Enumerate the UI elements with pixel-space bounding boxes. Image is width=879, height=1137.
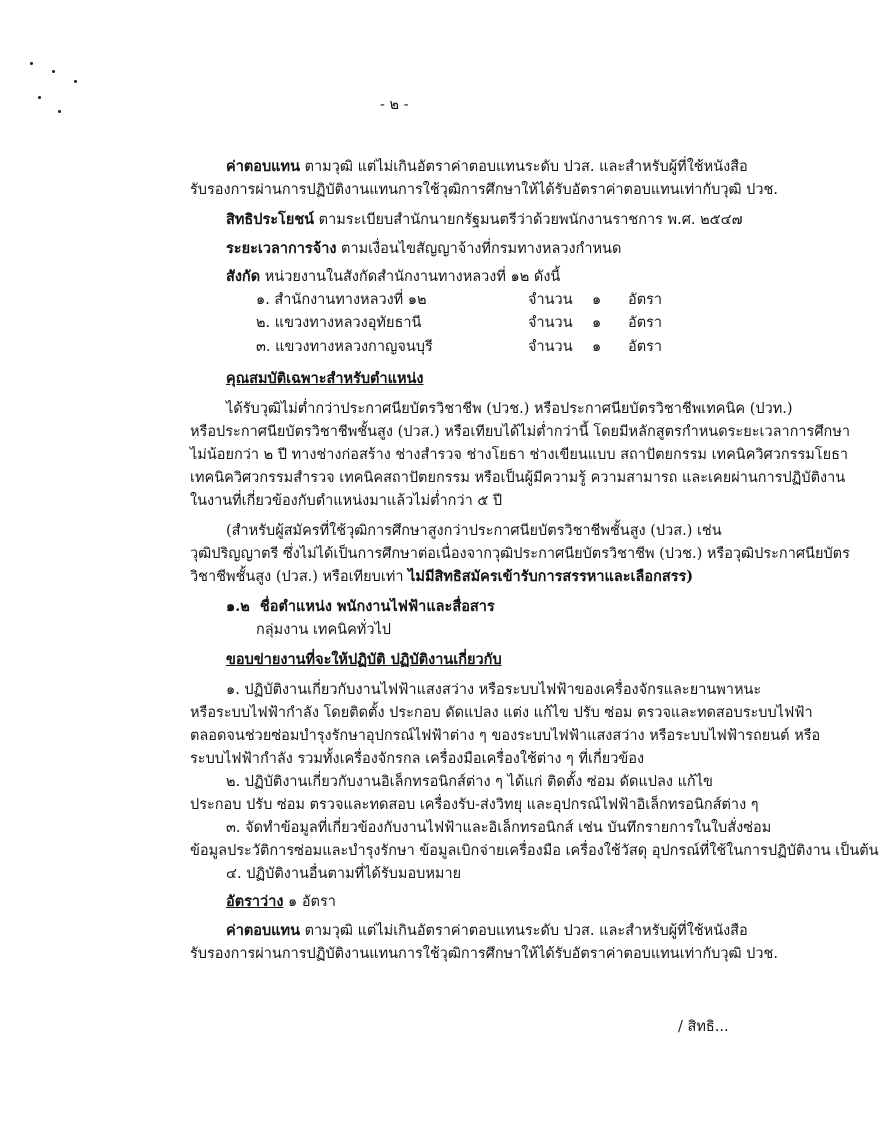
qty-unit: อัตรา bbox=[628, 315, 663, 331]
unit-name: ๓. แขวงทางหลวงกาญจนบุรี bbox=[256, 339, 433, 355]
qty-label: จำนวน bbox=[528, 315, 573, 331]
position-number: ๑.๒ bbox=[226, 598, 250, 615]
affiliation-line bbox=[226, 268, 560, 286]
qty-label: จำนวน bbox=[528, 292, 573, 308]
scan-speck bbox=[38, 96, 41, 99]
qty-number: ๑ bbox=[592, 339, 602, 355]
vacancy-lead: อัตราว่าง bbox=[226, 893, 284, 910]
compensation-lead: ค่าตอบแทน bbox=[226, 922, 300, 939]
affiliation-text: หน่วยงานในสังกัดสำนักงานทางหลวงที่ ๑๒ ดังนี้ bbox=[260, 269, 561, 285]
duty-line: ๑. ปฏิบัติงานเกี่ยวกับงานไฟฟ้าแสงสว่าง หรือระบบไฟฟ้าของเครื่องจักรและยานพาหนะ bbox=[226, 682, 762, 698]
continuation-marker: / สิทธิ... bbox=[678, 1019, 729, 1035]
unit-name: ๑. สำนักงานทางหลวงที่ ๑๒ bbox=[256, 292, 427, 308]
vacancy-line bbox=[226, 893, 336, 911]
qty-number: ๑ bbox=[592, 292, 602, 308]
duty-line: ๔. ปฏิบัติงานอื่นตามที่ได้รับมอบหมาย bbox=[226, 866, 462, 882]
qualification-note-line: วุฒิปริญญาตรี ซึ่งไม่ได้เป็นการศึกษาต่อเนื่องจากวุฒิประกาศนียบัตรวิชาชีพ (ปวช.) หรือวุฒิประกาศนียบัตร bbox=[190, 546, 850, 562]
period-line bbox=[226, 240, 621, 258]
compensation-line-1 bbox=[226, 922, 748, 940]
qualification-line: ในงานที่เกี่ยวข้องกับตำแหน่งมาแล้วไม่ต่ำกว่า ๕ ปี bbox=[190, 493, 503, 509]
unit-name: ๒. แขวงทางหลวงอุทัยธานี bbox=[256, 315, 422, 331]
scan-speck bbox=[58, 110, 61, 113]
duties-heading: ขอบข่ายงานที่จะให้ปฏิบัติ ปฏิบัติงานเกี่ยวกับ bbox=[226, 651, 502, 668]
qty-unit: อัตรา bbox=[628, 339, 663, 355]
note-text: วิชาชีพชั้นสูง (ปวส.) หรือเทียบเท่า bbox=[190, 569, 409, 585]
duty-line: ๒. ปฏิบัติงานเกี่ยวกับงานอิเล็กทรอนิกส์ต่าง ๆ ได้แก่ ติดตั้ง ซ่อม ดัดแปลง แก้ไข bbox=[226, 774, 713, 790]
qty-number: ๑ bbox=[592, 315, 602, 331]
job-group: กลุ่มงาน เทคนิคทั่วไป bbox=[256, 622, 391, 638]
qualification-line: ได้รับวุฒิไม่ต่ำกว่าประกาศนียบัตรวิชาชีพ (ปวช.) หรือประกาศนียบัตรวิชาชีพเทคนิค (ปวท.) bbox=[226, 401, 793, 417]
period-text: ตามเงื่อนไขสัญญาจ้างที่กรมทางหลวงกำหนด bbox=[336, 241, 622, 257]
qualification-note-line bbox=[190, 568, 693, 586]
compensation-line-2: รับรองการผ่านการปฏิบัติงานแทนการใช้วุฒิการศึกษาให้ได้รับอัตราค่าตอบแทนเท่ากับวุฒิ ปวช. bbox=[190, 946, 778, 962]
qty-label: จำนวน bbox=[528, 339, 573, 355]
qualification-line: ไม่น้อยกว่า ๒ ปี ทางช่างก่อสร้าง ช่างสำรวจ ช่างโยธา ช่างเขียนแบบ สถาปัตยกรรม เทคนิควิศวกรรมโยธา bbox=[190, 447, 849, 463]
compensation-line-1 bbox=[226, 158, 748, 176]
duty-line: ๓. จัดทำข้อมูลที่เกี่ยวข้องกับงานไฟฟ้าและอิเล็กทรอนิกส์ เช่น บันทึกรายการในใบสั่งซ่อม bbox=[226, 820, 772, 836]
page-number: - ๒ - bbox=[380, 97, 409, 113]
qualifications-heading: คุณสมบัติเฉพาะสำหรับตำแหน่ง bbox=[226, 370, 424, 387]
list-item bbox=[256, 291, 696, 309]
benefits-line bbox=[226, 211, 743, 229]
compensation-text: ตามวุฒิ แต่ไม่เกินอัตราค่าตอบแทนระดับ ปวส. และสำหรับผู้ที่ใช้หนังสือ bbox=[300, 923, 748, 939]
affiliation-lead: สังกัด bbox=[226, 268, 261, 285]
vacancy-count: ๑ อัตรา bbox=[283, 894, 336, 910]
scan-speck bbox=[30, 62, 33, 65]
compensation-lead: ค่าตอบแทน bbox=[226, 158, 300, 175]
duty-line: หรือระบบไฟฟ้ากำลัง โดยติดตั้ง ประกอบ ดัดแปลง แต่ง แก้ไข ปรับ ซ่อม ตรวจและทดสอบระบบไฟฟ้า bbox=[190, 705, 813, 721]
position-heading bbox=[226, 598, 495, 616]
duty-line: ข้อมูลประวัติการซ่อมและบำรุงรักษา ข้อมูลเบิกจ่ายเครื่องมือ เครื่องใช้วัสดุ อุปกรณ์ที่ใช้ในการปฏิบัติงาน เป็นต้น bbox=[190, 843, 879, 859]
period-lead: ระยะเวลาการจ้าง bbox=[226, 240, 337, 257]
duty-line: ระบบไฟฟ้ากำลัง รวมทั้งเครื่องจักรกล เครื่องมือเครื่องใช้ต่าง ๆ ที่เกี่ยวข้อง bbox=[190, 751, 645, 767]
duty-line: ประกอบ ปรับ ซ่อม ตรวจและทดสอบ เครื่องรับ-ส่งวิทยุ และอุปกรณ์ไฟฟ้าอิเล็กทรอนิกส์ต่าง ๆ bbox=[190, 797, 759, 813]
compensation-line-2: รับรองการผ่านการปฏิบัติงานแทนการใช้วุฒิการศึกษาให้ได้รับอัตราค่าตอบแทนเท่ากับวุฒิ ปวช. bbox=[190, 182, 778, 198]
scan-speck bbox=[74, 80, 77, 83]
scan-speck bbox=[52, 70, 55, 73]
qualification-line: หรือประกาศนียบัตรวิชาชีพชั้นสูง (ปวส.) หรือเทียบได้ไม่ต่ำกว่านี้ โดยมีหลักสูตรกำหนดระยะเวลาการศึกษา bbox=[190, 424, 851, 440]
benefits-text: ตามระเบียบสำนักนายกรัฐมนตรีว่าด้วยพนักงานราชการ พ.ศ. ๒๕๔๗ bbox=[314, 212, 743, 228]
position-title: ชื่อตำแหน่ง พนักงานไฟฟ้าและสื่อสาร bbox=[259, 598, 495, 615]
benefits-lead: สิทธิประโยชน์ bbox=[226, 211, 315, 228]
list-item bbox=[256, 338, 696, 356]
compensation-text: ตามวุฒิ แต่ไม่เกินอัตราค่าตอบแทนระดับ ปวส. และสำหรับผู้ที่ใช้หนังสือ bbox=[300, 159, 748, 175]
qty-unit: อัตรา bbox=[628, 292, 663, 308]
qualification-note-line: (สำหรับผู้สมัครที่ใช้วุฒิการศึกษาสูงกว่าประกาศนียบัตรวิชาชีพชั้นสูง (ปวส.) เช่น bbox=[226, 523, 722, 539]
duty-line: ตลอดจนช่วยซ่อมบำรุงรักษาอุปกรณ์ไฟฟ้าต่าง ๆ ของระบบไฟฟ้าแสงสว่าง หรือระบบไฟฟ้ารถยนต์ หรือ bbox=[190, 728, 821, 744]
qualification-line: เทคนิควิศวกรรมสำรวจ เทคนิคสถาปัตยกรรม หรือเป็นผู้มีความรู้ ความสามารถ และเคยผ่านการปฏิบัติงาน bbox=[190, 470, 846, 486]
list-item bbox=[256, 314, 696, 332]
note-emphasis: ไม่มีสิทธิสมัครเข้ารับการสรรหาและเลือกสรร) bbox=[408, 568, 694, 585]
